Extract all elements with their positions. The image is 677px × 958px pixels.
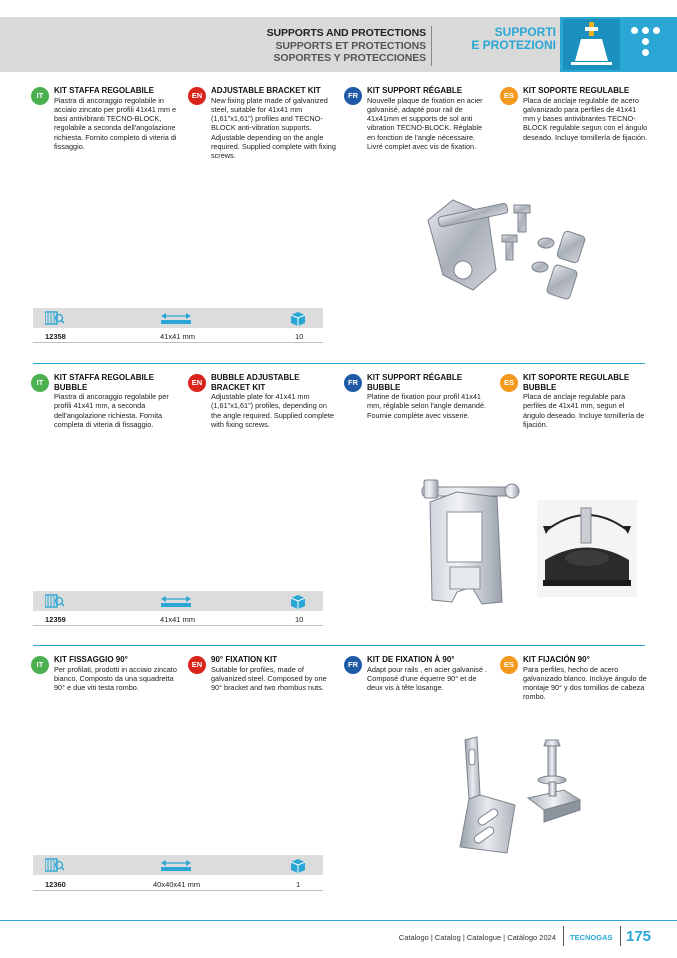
package-icon xyxy=(289,857,307,873)
title-en: SUPPORTS AND PROTECTIONS xyxy=(266,27,426,39)
product-2-es xyxy=(523,373,648,429)
product-description: Adapt pour rails , en acier galvanisé . Composé d'une équerre 90° et de deux vis à tête losange. xyxy=(367,664,488,693)
lang-badge-it: IT xyxy=(31,374,49,392)
lang-badge-fr: FR xyxy=(344,374,362,392)
product-description: New fixing plate made of galvanized steel, suitable for 41x41 mm (1,61"x1,61") profiles and TECNO-BLOCK anti-vibration supports. Adjustable depending on the angle required. Supplied complete with fixing screws. xyxy=(211,95,336,161)
product-description: Platine de fixation pour profil 41x41 mm, réglable selon l'angle demandé. Fournie complète avec visserie. xyxy=(367,392,487,420)
lang-badge-en: EN xyxy=(188,87,206,105)
lang-badge-en: EN xyxy=(188,656,206,674)
section-divider xyxy=(33,645,645,646)
product-3-it xyxy=(54,655,179,692)
product-1-it xyxy=(54,86,179,151)
product-qty: 10 xyxy=(295,615,304,624)
footer-line xyxy=(0,920,677,921)
product-title: KIT SUPPORT RÉGABLE BUBBLE xyxy=(367,373,463,392)
product-title: KIT SUPPORT RÉGABLE xyxy=(367,86,463,95)
footer-divider xyxy=(563,926,564,946)
product-title: KIT STAFFA REGOLABILE xyxy=(54,86,154,95)
lang-badge-it: IT xyxy=(31,87,49,105)
product-description: Piastra di ancoraggio regolabile in acciaio zincato per profili 41x41 mm e basi antivibranti TECNO-BLOCK, regolabile a seconda dell'angolazione richiesta. Fornito completo di viteria di fissaggio. xyxy=(54,95,177,151)
product-description: Para perfiles, hecho de acero galvanizado blanco. Incluye ángulo de montaje 90° y dos tornillos de cabeza rombo. xyxy=(523,664,647,702)
product-photo-adjustable-bracket xyxy=(418,195,590,310)
header-titles xyxy=(267,27,426,65)
spec-header xyxy=(33,591,323,611)
product-code: 12359 xyxy=(45,615,66,624)
product-2-fr xyxy=(367,373,492,420)
product-title: KIT FIJACIÓN 90° xyxy=(523,655,590,664)
product-title: KIT FISSAGGIO 90° xyxy=(54,655,128,664)
section-title-line2: E PROTEZIONI xyxy=(471,38,556,52)
lang-badge-it: IT xyxy=(31,656,49,674)
title-fr: SUPPORTS ET PROTECTIONS xyxy=(275,39,426,52)
product-title: KIT SOPORTE REGULABLE xyxy=(523,86,630,95)
code-icon xyxy=(45,858,65,872)
product-size: 41x41 mm xyxy=(160,332,196,341)
product-title: 90° FIXATION KIT xyxy=(211,655,278,664)
product-2-it xyxy=(54,373,179,429)
spec-row xyxy=(33,614,323,626)
code-icon xyxy=(45,311,65,325)
product-photo-90-bracket xyxy=(455,735,520,855)
product-3-fr xyxy=(367,655,492,692)
product-2-en xyxy=(211,373,336,429)
product-1-en xyxy=(211,86,336,161)
product-photo-bubble-bracket xyxy=(412,462,527,607)
section-title-line1: SUPPORTI xyxy=(494,25,556,39)
package-icon xyxy=(289,593,307,609)
product-title: KIT STAFFA REGOLABILE BUBBLE xyxy=(54,373,154,392)
lang-badge-es: ES xyxy=(500,374,518,392)
lang-badge-es: ES xyxy=(500,656,518,674)
product-code: 12358 xyxy=(45,332,66,341)
product-description: Placa de anclaje regulable de acero galvanizado para perfiles de 41x41 mm y bases antivibrantes TECNO-BLOCK regulable segun con el ángulo deseado. Incluye tornillería de fijación. xyxy=(523,95,648,142)
code-icon xyxy=(45,594,65,608)
page-number: 175 xyxy=(626,928,652,945)
lang-badge-fr: FR xyxy=(344,87,362,105)
product-description: Adjustable plate for 41x41 mm (1,61"x1,61") profiles, depending on the angle required. Supplied complete with fixing screws. xyxy=(211,392,334,429)
footer-brand: TECNOGAS xyxy=(570,933,613,942)
product-description: Per profilati, prodotti in acciaio zincato bianco. Composto da una squadretta 90° e due viti testa rombo. xyxy=(54,664,177,693)
package-icon xyxy=(289,310,307,326)
product-description: Piastra di ancoraggio regolabile per profili 41x41 mm, a seconda dell'angolazione richiesta. Fornita completa di viteria di fissaggio. xyxy=(54,392,169,429)
product-1-fr xyxy=(367,86,492,151)
product-photo-rhombus-screw xyxy=(524,738,584,828)
product-3-es xyxy=(523,655,648,702)
product-1-es xyxy=(523,86,648,142)
dimension-icon xyxy=(161,311,191,325)
product-description: Nouvelle plaque de fixation en acier galvanisé, adapté pour rail de 41x41mm et supports de sol anti vibration TECNO-BLOCK. Réglable en fonction de l'angle nécessaire. Livré complet avec vis de fixation. xyxy=(367,95,483,151)
dimension-icon xyxy=(161,594,191,608)
dimension-icon xyxy=(161,858,191,872)
product-description: Placa de anclaje regulable para perfiles de 41x41 mm, segun el ángulo deseado. Incluye tornillería de fijación. xyxy=(523,392,645,429)
header-divider xyxy=(431,26,432,66)
product-photo-bubble-detail xyxy=(537,500,637,597)
spec-row xyxy=(33,331,323,343)
title-es: SOPORTES Y PROTECCIONES xyxy=(273,52,426,64)
product-size: 41x41 mm xyxy=(160,615,196,624)
product-size: 40x40x41 mm xyxy=(153,880,201,889)
product-code: 12360 xyxy=(45,880,66,889)
product-3-en xyxy=(211,655,336,692)
product-title: BUBBLE ADJUSTABLE BRACKET KIT xyxy=(211,373,300,392)
product-title: ADJUSTABLE BRACKET KIT xyxy=(211,86,321,95)
lang-badge-es: ES xyxy=(500,87,518,105)
spec-header xyxy=(33,855,323,875)
product-title: KIT SOPORTE REGULABLE BUBBLE xyxy=(523,373,630,392)
spec-row xyxy=(33,879,323,891)
support-icon xyxy=(563,19,620,70)
lang-badge-en: EN xyxy=(188,374,206,392)
section-divider xyxy=(33,363,645,364)
product-qty: 1 xyxy=(296,880,301,889)
product-description: Suitable for profiles, made of galvanized steel. Composed by one 90° bracket and two rhombus nuts. xyxy=(211,664,327,693)
lang-badge-fr: FR xyxy=(344,656,362,674)
product-qty: 10 xyxy=(295,332,304,341)
product-title: KIT DE FIXATION À 90° xyxy=(367,655,455,664)
footer-catalog: Catalogo | Catalog | Catalogue | Catálogo 2024 xyxy=(398,933,556,942)
section-title xyxy=(437,26,556,52)
brand-dots-icon xyxy=(631,27,661,59)
spec-header xyxy=(33,308,323,328)
footer-divider xyxy=(620,926,621,946)
